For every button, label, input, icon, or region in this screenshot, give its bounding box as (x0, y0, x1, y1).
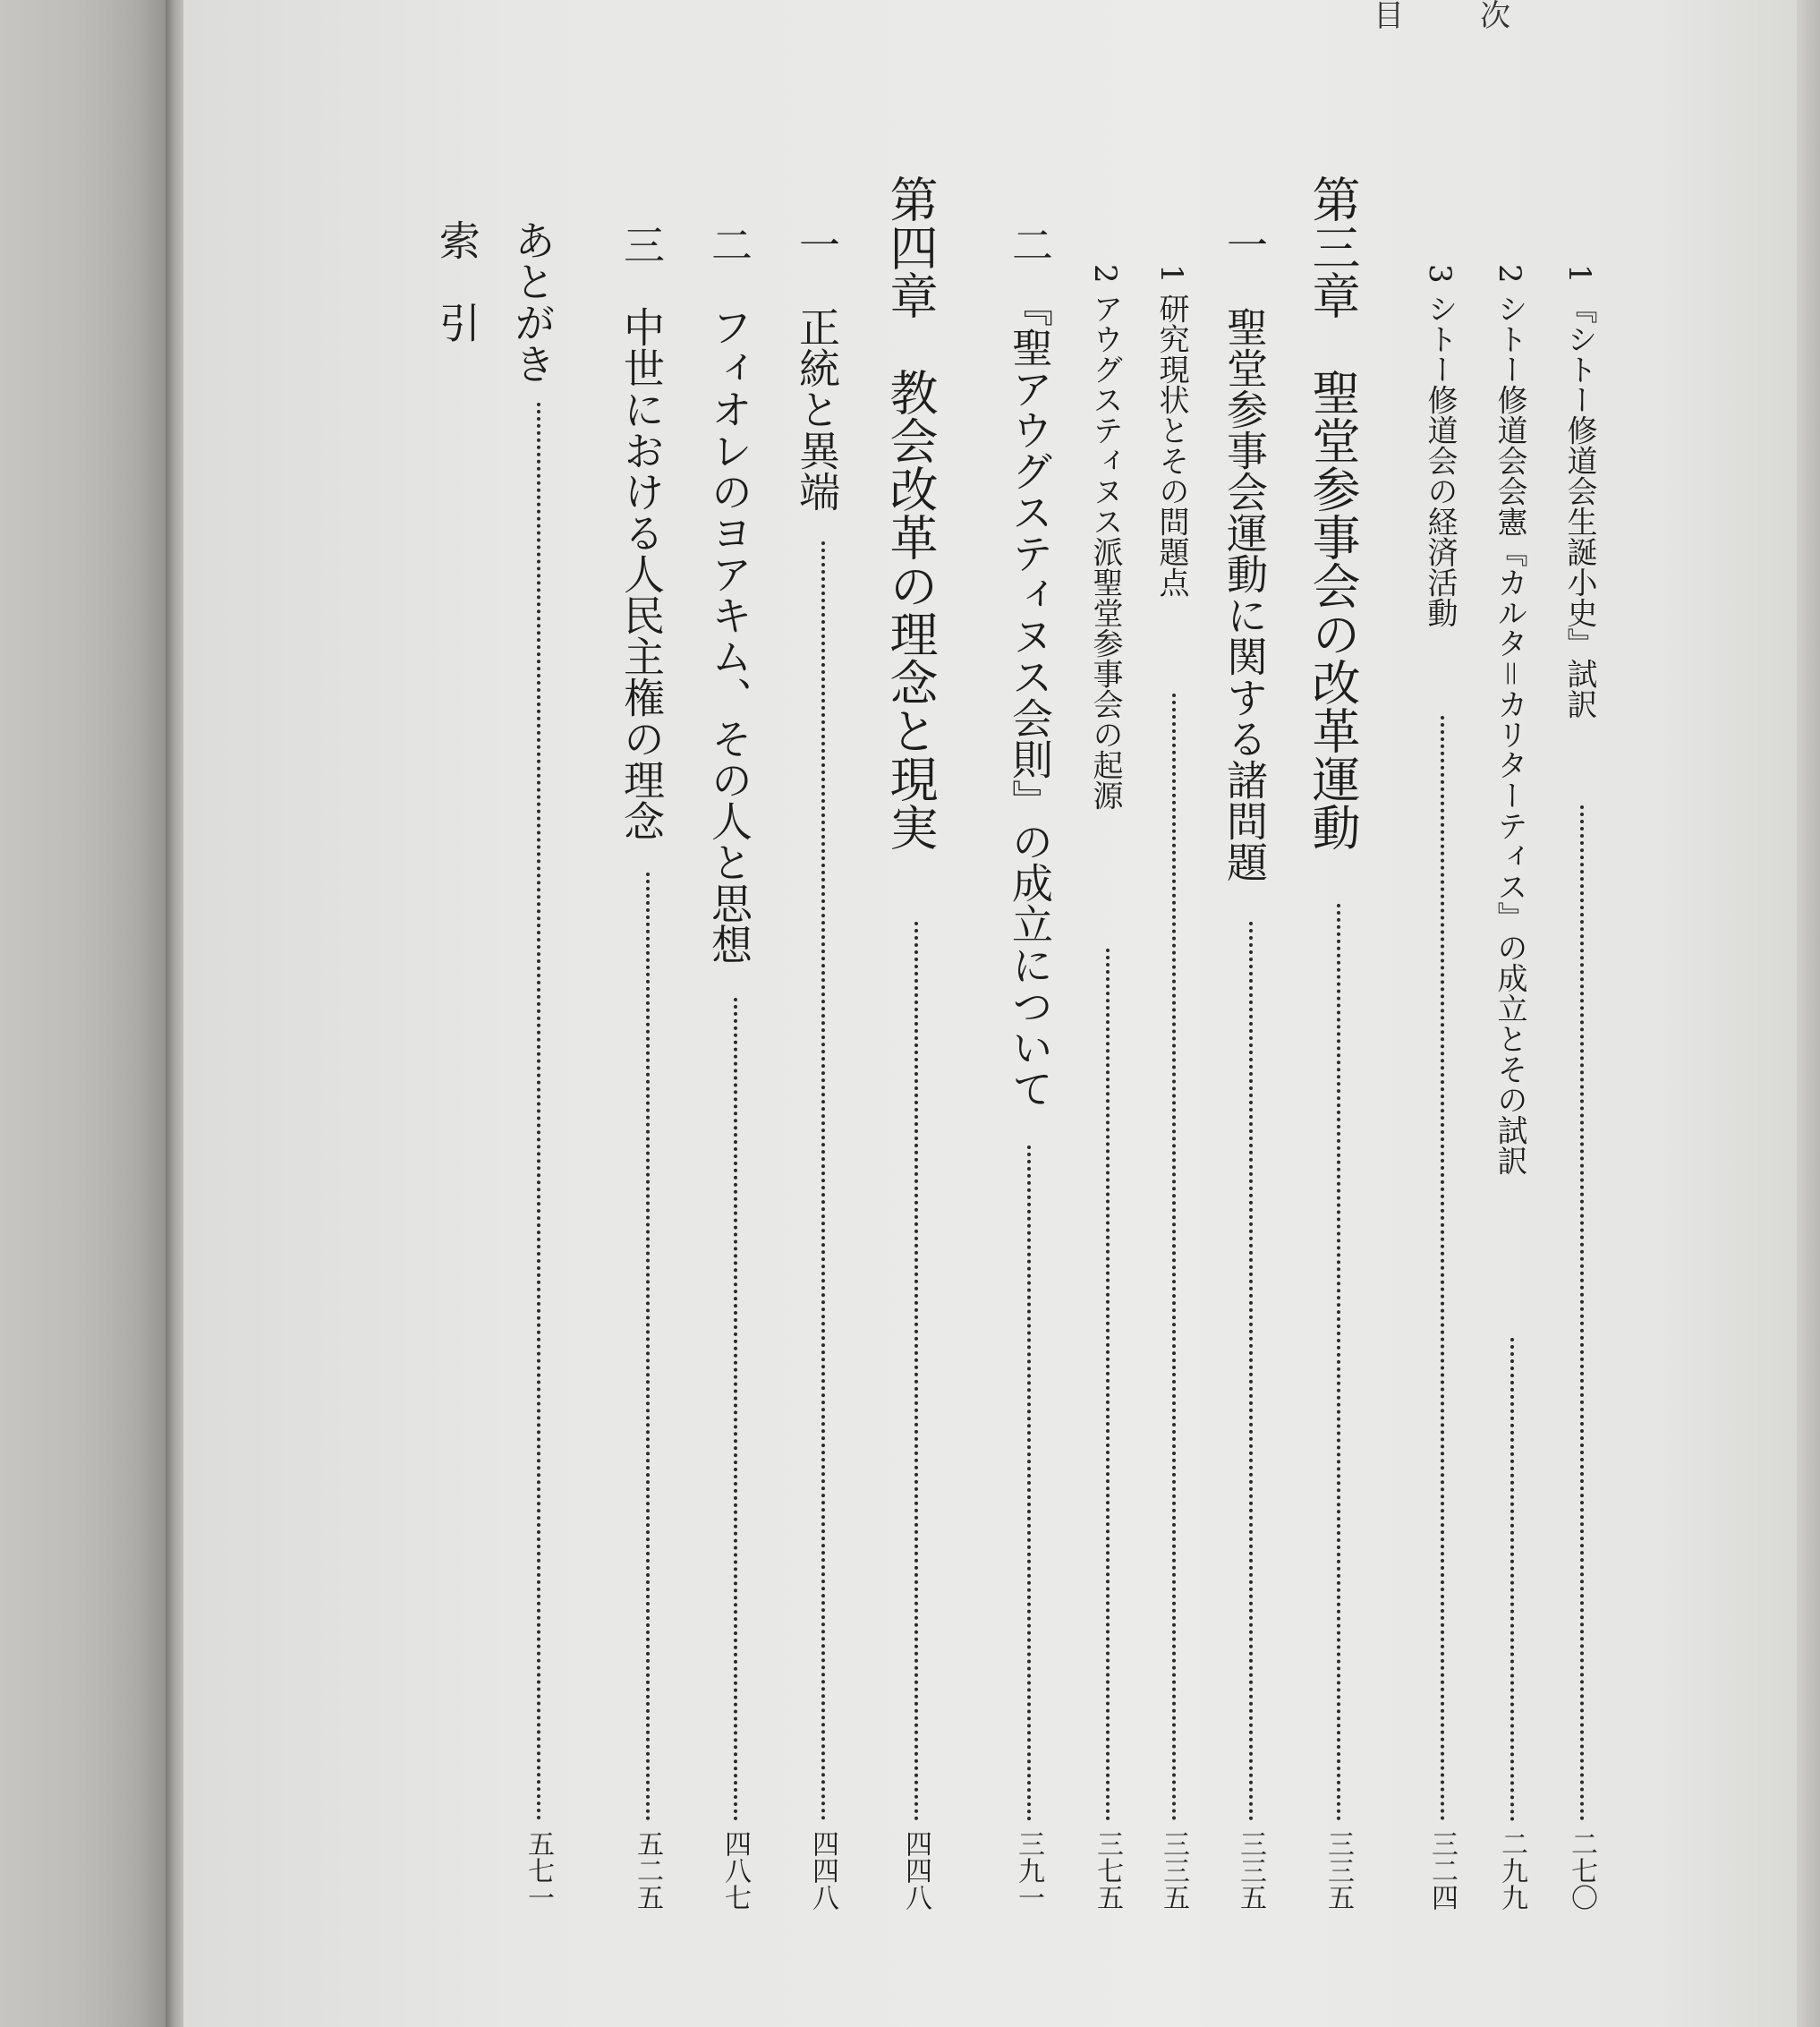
toc-entry-3-title: 3 シトー修道会の経済活動 (1422, 264, 1458, 628)
toc-section-3-2-title: 二 『聖アウグスティヌス会則』の成立について (1006, 224, 1054, 1109)
toc-entry-2-title: 2 シトー修道会会憲『カルタ＝カリターティス』の成立とその試訳 (1492, 264, 1527, 1176)
toc-entry-7-title: 2 アウグスティヌス派聖堂参事会の起源 (1087, 264, 1123, 811)
toc-afterword-page: 五七一 (523, 1830, 554, 1911)
toc-entry-1-page: 二七〇 (1566, 1830, 1597, 1911)
toc-chapter-4-page: 四四八 (900, 1830, 931, 1911)
toc-section-4-3-page: 五二五 (632, 1830, 663, 1911)
leader-dots (734, 998, 737, 1821)
page-right-edge (1797, 0, 1820, 2027)
leader-dots (1337, 904, 1340, 1821)
toc-entry-2-page: 二九九 (1496, 1830, 1527, 1911)
facing-page-edge (0, 0, 174, 2027)
running-head: 目次 (1374, 0, 1586, 34)
toc-section-4-1-page: 四四八 (807, 1830, 838, 1911)
leader-dots (1580, 805, 1584, 1821)
toc-chapter-3-title: 第三章 聖堂参事会の改革運動 (1305, 175, 1361, 851)
toc-section-3-1-page: 三三五 (1235, 1830, 1266, 1911)
toc-chapter-4-title: 第四章 教会改革の理念と現実 (882, 175, 939, 851)
leader-dots (1027, 1146, 1031, 1821)
leader-dots (821, 541, 825, 1821)
toc-entry-7-page: 三七五 (1092, 1830, 1123, 1911)
toc-afterword-title: あとがき (508, 219, 557, 384)
leader-dots (1510, 1338, 1514, 1821)
toc-entry-3-page: 三二四 (1426, 1830, 1458, 1911)
leader-dots (1441, 716, 1444, 1821)
toc-section-4-1-title: 一 正統と異端 (793, 224, 841, 512)
toc-entry-6-title: 1 研究現状とその問題点 (1153, 264, 1189, 598)
toc-section-4-3-title: 三 中世における人民主権の理念 (617, 224, 666, 841)
toc-section-4-2-title: 二 フィオレのヨアキム、その人と思想 (705, 224, 753, 965)
toc-section-3-2-page: 三九一 (1013, 1830, 1044, 1911)
leader-dots (646, 873, 650, 1821)
toc-entry-6-page: 三三五 (1158, 1830, 1189, 1911)
toc-section-3-1-title: 一 聖堂参事会運動に関する諸問題 (1220, 224, 1269, 882)
leader-dots (537, 403, 540, 1821)
leader-dots (914, 922, 918, 1821)
toc-index-title: 索 引 (433, 219, 481, 343)
toc-section-4-2-page: 四八七 (719, 1830, 751, 1911)
leader-dots (1106, 949, 1110, 1821)
toc-entry-1-title: 1 『シトー修道会生誕小史』試訳 (1561, 264, 1597, 720)
leader-dots (1172, 694, 1176, 1821)
toc-chapter-3-page: 三三五 (1322, 1830, 1354, 1911)
leader-dots (1249, 922, 1253, 1821)
